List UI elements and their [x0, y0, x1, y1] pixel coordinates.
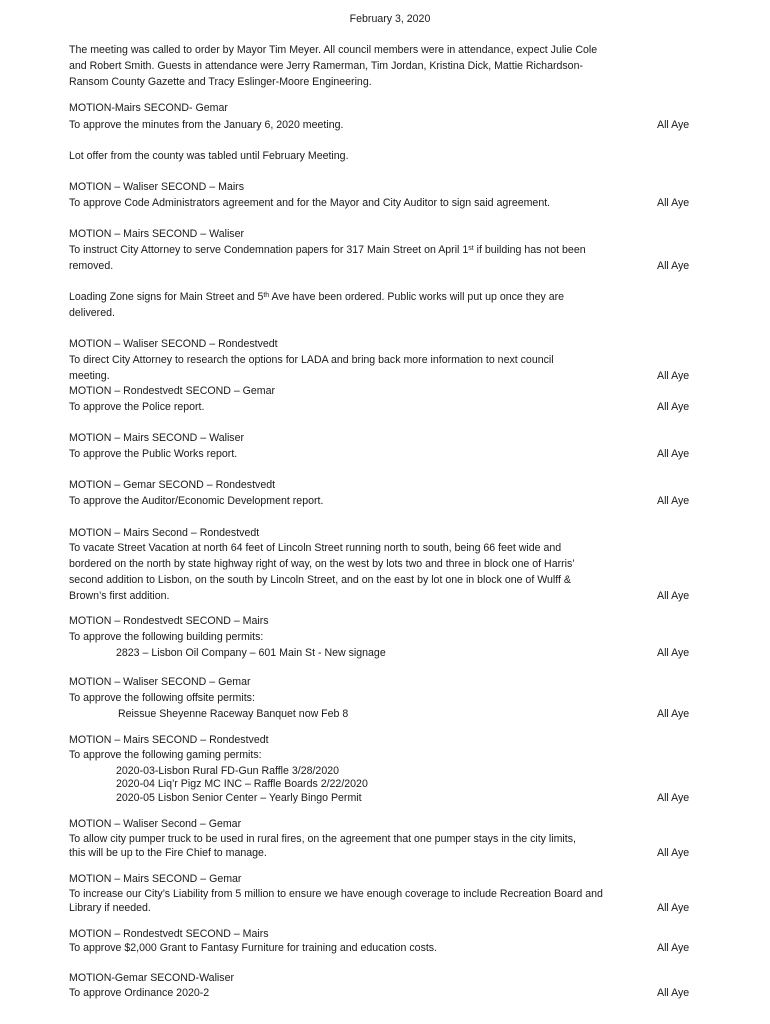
- vote-result: All Aye: [657, 590, 690, 602]
- note-text: delivered.: [69, 307, 115, 319]
- motion-heading: MOTION – Waliser SECOND – Gemar: [69, 676, 251, 688]
- vote-result: All Aye: [657, 902, 690, 914]
- motion-heading: MOTION – Mairs SECOND – Waliser: [69, 228, 245, 240]
- motion-heading: MOTION – Waliser SECOND – Mairs: [69, 181, 245, 193]
- motion-text: meeting.: [69, 370, 110, 382]
- vote-result: All Aye: [657, 495, 690, 507]
- motion-text: To approve the Auditor/Economic Development report.: [69, 495, 324, 507]
- permit-item: 2020-05 Lisbon Senior Center – Yearly Bingo Permit: [116, 792, 362, 804]
- motion-text: To approve the following gaming permits:: [69, 749, 262, 761]
- motion-heading: MOTION – Mairs Second – Rondestvedt: [69, 527, 260, 539]
- motion-text: To direct City Attorney to research the options for LADA and bring back more information to next council: [69, 354, 554, 366]
- vote-result: All Aye: [657, 448, 690, 460]
- motion-text: To approve Ordinance 2020-2: [69, 987, 210, 999]
- meeting-date: February 3, 2020: [349, 13, 431, 25]
- motion-text: removed.: [69, 260, 114, 272]
- motion-text: To vacate Street Vacation at north 64 feet of Lincoln Street running north to south, being 66 feet wide and: [69, 542, 562, 554]
- note-text: Loading Zone signs for Main Street and 5th Ave have been ordered. Public works will put up once they are: [69, 291, 565, 303]
- vote-result: All Aye: [657, 260, 690, 272]
- motion-text: this will be up to the Fire Chief to manage.: [69, 847, 267, 859]
- vote-result: All Aye: [657, 792, 690, 804]
- motion-text: To approve the Police report.: [69, 401, 205, 413]
- motion-heading: MOTION – Rondestvedt SECOND – Gemar: [69, 385, 276, 397]
- vote-result: All Aye: [657, 370, 690, 382]
- motion-text: Library if needed.: [69, 902, 151, 914]
- vote-result: All Aye: [657, 942, 690, 954]
- motion-text: To approve the following offsite permits:: [69, 692, 255, 704]
- motion-text: To increase our City’s Liability from 5 million to ensure we have enough coverage to include Recreation Board and: [69, 888, 603, 900]
- motion-heading: MOTION-Gemar SECOND-Waliser: [69, 972, 234, 984]
- motion-heading: MOTION – Waliser Second – Gemar: [69, 818, 242, 830]
- motion-text: To approve the following building permits:: [69, 631, 264, 643]
- vote-result: All Aye: [657, 847, 690, 859]
- intro-line: and Robert Smith. Guests in attendance were Jerry Ramerman, Tim Jordan, Kristina Dick, Mattie Richardson-: [69, 60, 583, 72]
- motion-heading: MOTION – Gemar SECOND – Rondestvedt: [69, 479, 276, 491]
- permit-item: 2020-03-Lisbon Rural FD-Gun Raffle 3/28/2020: [116, 765, 339, 777]
- note-text: Lot offer from the county was tabled until February Meeting.: [69, 150, 349, 162]
- motion-text: To approve the minutes from the January 6, 2020 meeting.: [69, 119, 344, 131]
- intro-line: The meeting was called to order by Mayor Tim Meyer. All council members were in attendance, expect Julie Cole: [69, 44, 598, 56]
- permit-item: 2823 – Lisbon Oil Company – 601 Main St - New signage: [116, 647, 386, 659]
- motion-text: To approve the Public Works report.: [69, 448, 238, 460]
- vote-result: All Aye: [657, 647, 690, 659]
- motion-heading: MOTION – Rondestvedt SECOND – Mairs: [69, 928, 269, 940]
- motion-heading: MOTION – Mairs SECOND – Gemar: [69, 873, 242, 885]
- vote-result: All Aye: [657, 119, 690, 131]
- vote-result: All Aye: [657, 708, 690, 720]
- motion-heading: MOTION – Mairs SECOND – Waliser: [69, 432, 245, 444]
- motion-heading: MOTION-Mairs SECOND- Gemar: [69, 102, 228, 114]
- motion-heading: MOTION – Waliser SECOND – Rondestvedt: [69, 338, 278, 350]
- permit-item: Reissue Sheyenne Raceway Banquet now Feb 8: [118, 708, 349, 720]
- motion-text: bordered on the north by state highway right of way, on the west by lots two and three in block one of Harris’: [69, 558, 575, 570]
- intro-line: Ransom County Gazette and Tracy Eslinger-Moore Engineering.: [69, 76, 372, 88]
- vote-result: All Aye: [657, 987, 690, 999]
- motion-text: second addition to Lisbon, on the south by Lincoln Street, and on the east by lot one in block one of Wulff &: [69, 574, 571, 586]
- motion-text: To instruct City Attorney to serve Condemnation papers for 317 Main Street on April 1st if building has not been: [69, 244, 586, 256]
- permit-item: 2020-04 Liq’r Pigz MC INC – Raffle Boards 2/22/2020: [116, 778, 368, 790]
- vote-result: All Aye: [657, 401, 690, 413]
- motion-text: To approve Code Administrators agreement and for the Mayor and City Auditor to sign said agreement.: [69, 197, 551, 209]
- motion-text: To allow city pumper truck to be used in rural fires, on the agreement that one pumper stays in the city limits,: [69, 833, 576, 845]
- vote-result: All Aye: [657, 197, 690, 209]
- motion-heading: MOTION – Mairs SECOND – Rondestvedt: [69, 734, 269, 746]
- motion-heading: MOTION – Rondestvedt SECOND – Mairs: [69, 615, 269, 627]
- motion-text: To approve $2,000 Grant to Fantasy Furniture for training and education costs.: [69, 942, 438, 954]
- motion-text: Brown’s first addition.: [69, 590, 170, 602]
